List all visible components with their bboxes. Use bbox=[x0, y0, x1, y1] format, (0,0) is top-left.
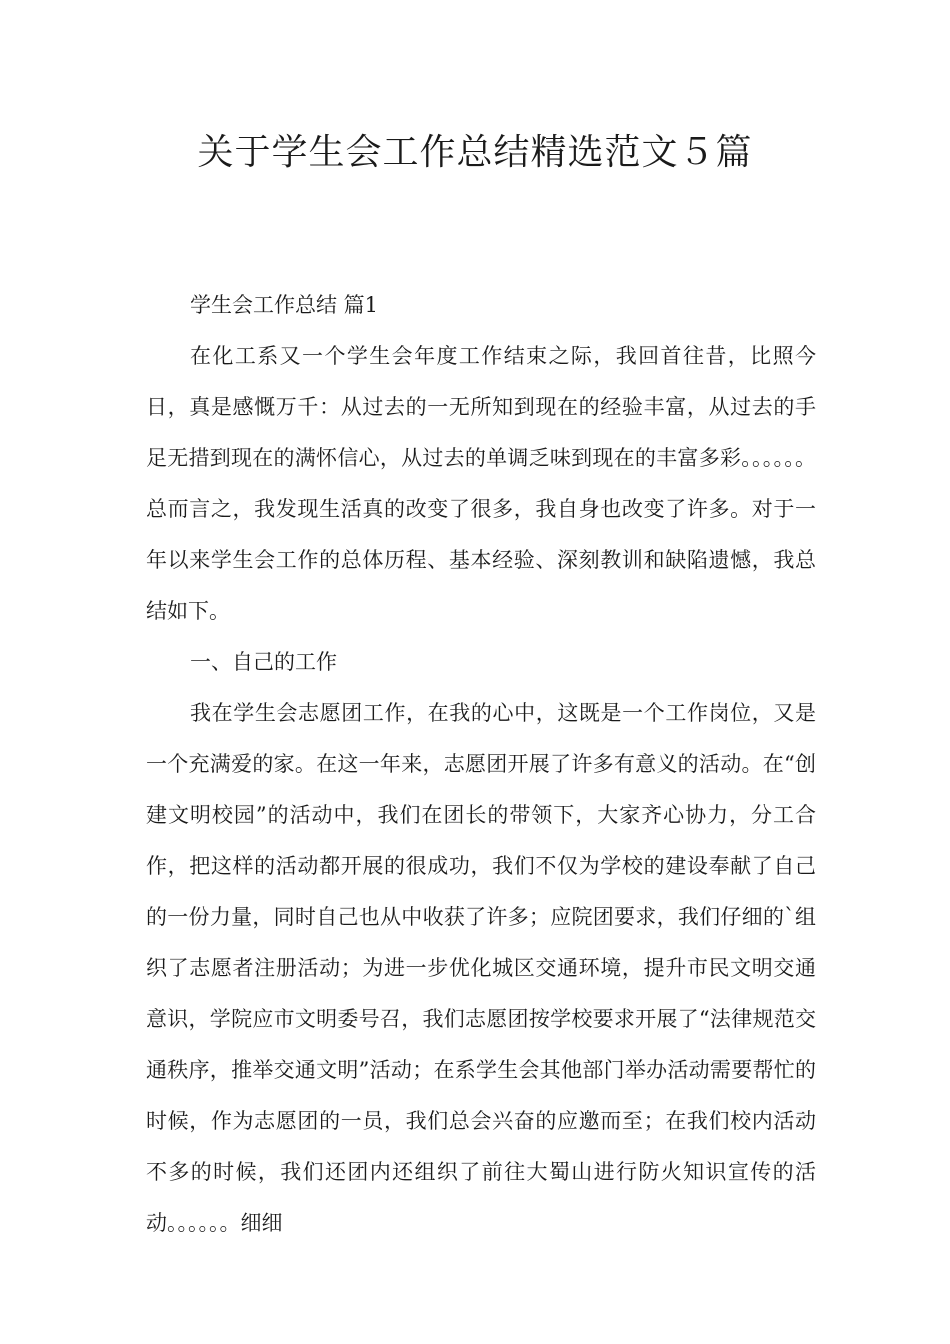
document-title: 关于学生会工作总结精选范文５篇 bbox=[197, 132, 753, 173]
paragraph-volunteer-work: 我在学生会志愿团工作，在我的心中，这既是一个工作岗位，又是一个充满爱的家。在这一年来，志愿团开展了许多有意义的活动。在“创建文明校园”的活动中，我们在团长的带领下，大家齐心协力，分工合作，把这样的活动都开展的很成功，我们不仅为学校的建设奉献了自己的一份力量，同时自己也从中收获了许多；应院团要求，我们仔细的`组织了志愿者注册活动；为进一步优化城区交通环境，提升市民文明交通意识，学院应市文明委号召，我们志愿团按学校要求开展了“法律规范交通秩序，推举交通文明”活动；在系学生会其他部门举办活动需要帮忙的时候，作为志愿团的一员，我们总会兴奋的应邀而至；在我们校内活动不多的时候，我们还团内还组织了前往大蜀山进行防火知识宣传的活动。。。。。。细细 bbox=[146, 701, 816, 1235]
section-heading: 学生会工作总结 篇1 bbox=[190, 293, 379, 317]
paragraph-intro: 在化工系又一个学生会年度工作结束之际，我回首往昔，比照今日，真是感慨万千：从过去的一无所知到现在的经验丰富，从过去的手足无措到现在的满怀信心，从过去的单调乏味到现在的丰富多彩。。。。。。总而言之，我发现生活真的改变了很多，我自身也改变了许多。对于一年以来学生会工作的总体历程、基本经验、深刻教训和缺陷遗憾，我总结如下。 bbox=[146, 344, 816, 623]
subheading-own-work: 一、自己的工作 bbox=[190, 650, 337, 674]
document-body bbox=[146, 280, 816, 1249]
